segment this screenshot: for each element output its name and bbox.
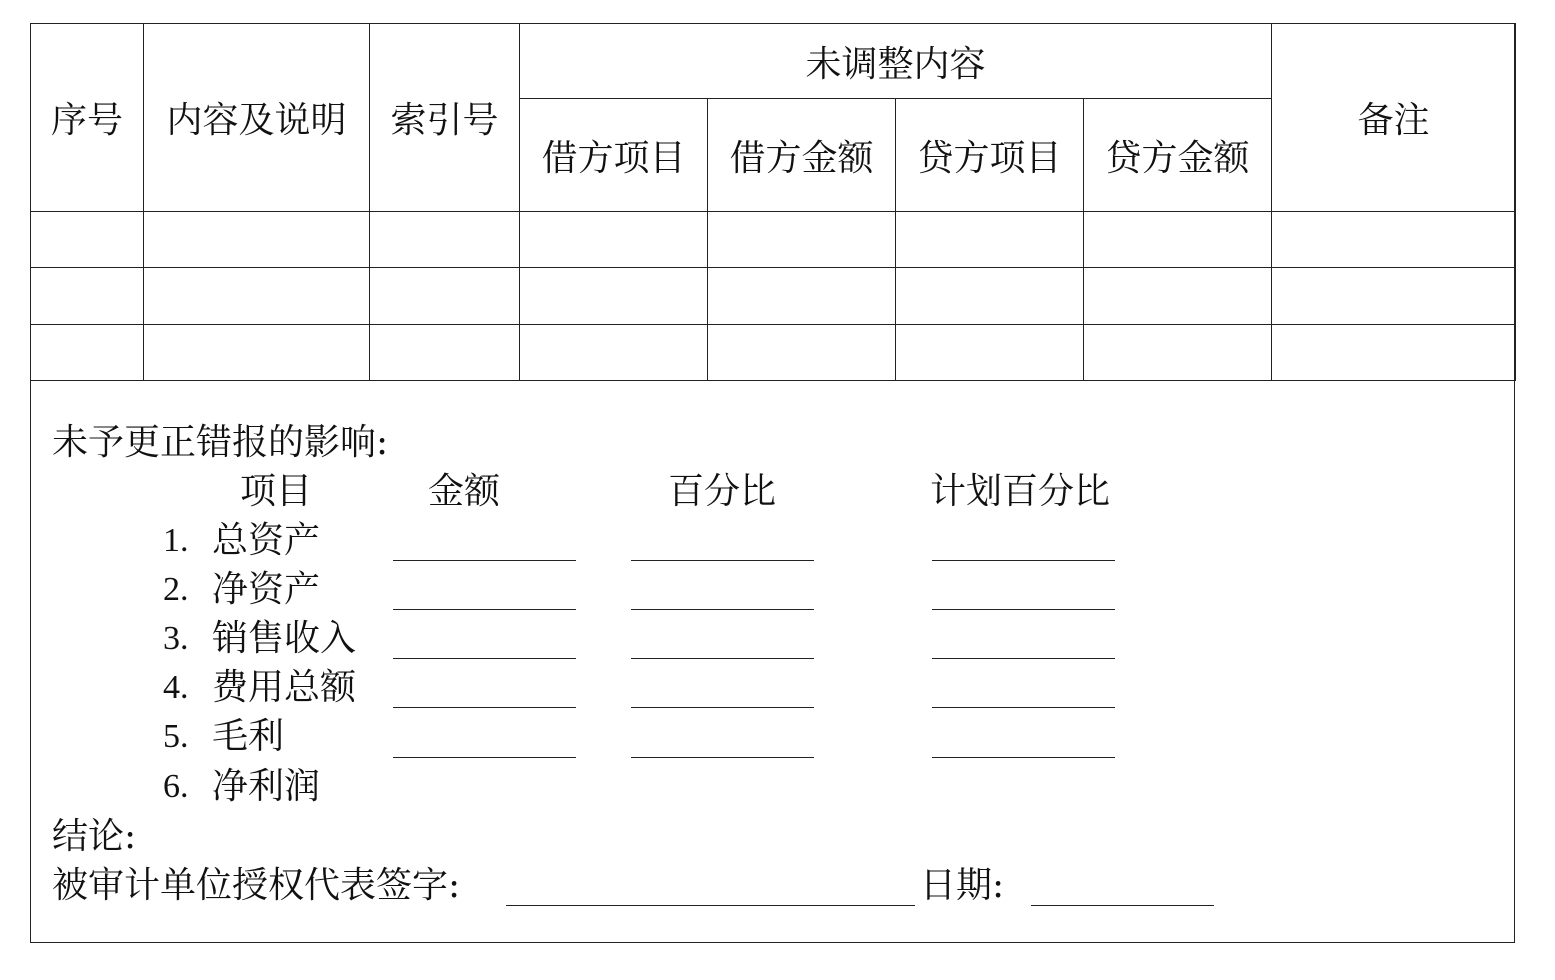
amount-blank-line[interactable]	[393, 560, 576, 561]
header-unadjusted-group: 未调整内容	[520, 24, 1272, 99]
date-blank-line[interactable]	[1031, 905, 1214, 906]
table-cell[interactable]	[896, 212, 1084, 268]
amount-blank-line[interactable]	[393, 609, 576, 610]
table-cell[interactable]	[1272, 212, 1516, 268]
percent-blank-line[interactable]	[631, 609, 814, 610]
table-cell[interactable]	[896, 325, 1084, 381]
percent-blank-line[interactable]	[631, 757, 814, 758]
table-cell[interactable]	[31, 268, 144, 325]
impact-item-number: 2.	[163, 571, 189, 608]
header-content: 内容及说明	[144, 24, 370, 212]
impact-item-number: 4.	[163, 669, 189, 706]
header-remark: 备注	[1272, 24, 1516, 212]
adjustment-table	[30, 23, 1516, 381]
table-cell[interactable]	[1272, 268, 1516, 325]
header-debit-item: 借方项目	[520, 99, 708, 212]
header-index: 索引号	[370, 24, 520, 212]
impact-item-number: 3.	[163, 620, 189, 657]
impact-col-amount: 金额	[428, 471, 501, 512]
impact-item-label: 销售收入	[212, 618, 357, 659]
table-cell[interactable]	[1084, 212, 1272, 268]
table-cell[interactable]	[370, 268, 520, 325]
table-cell[interactable]	[520, 212, 708, 268]
date-label: 日期:	[920, 865, 1005, 906]
plan-percent-blank-line[interactable]	[932, 757, 1115, 758]
table-row	[31, 268, 1516, 325]
table-cell[interactable]	[708, 268, 896, 325]
impact-item-number: 1.	[163, 522, 189, 559]
table-cell[interactable]	[144, 325, 370, 381]
plan-percent-blank-line[interactable]	[932, 560, 1115, 561]
table-cell[interactable]	[144, 212, 370, 268]
impact-title: 未予更正错报的影响:	[52, 422, 389, 463]
impact-item-label: 毛利	[212, 716, 285, 757]
table-cell[interactable]	[1272, 325, 1516, 381]
impact-section	[30, 380, 1515, 943]
header-seq: 序号	[31, 24, 144, 212]
impact-item-label: 总资产	[212, 520, 321, 561]
table-cell[interactable]	[520, 325, 708, 381]
table-row	[31, 212, 1516, 268]
impact-col-plan-percent: 计划百分比	[930, 471, 1111, 512]
table-cell[interactable]	[144, 268, 370, 325]
impact-item-label: 净利润	[212, 766, 321, 807]
percent-blank-line[interactable]	[631, 560, 814, 561]
table-cell[interactable]	[31, 325, 144, 381]
header-credit-amount: 贷方金额	[1084, 99, 1272, 212]
table-cell[interactable]	[896, 268, 1084, 325]
table-cell[interactable]	[31, 212, 144, 268]
amount-blank-line[interactable]	[393, 757, 576, 758]
conclusion-label: 结论:	[52, 816, 137, 857]
table-cell[interactable]	[1084, 325, 1272, 381]
impact-item-label: 费用总额	[212, 667, 357, 708]
impact-item-number: 6.	[163, 768, 189, 805]
amount-blank-line[interactable]	[393, 707, 576, 708]
table-cell[interactable]	[370, 212, 520, 268]
plan-percent-blank-line[interactable]	[932, 707, 1115, 708]
header-debit-amount: 借方金额	[708, 99, 896, 212]
percent-blank-line[interactable]	[631, 658, 814, 659]
plan-percent-blank-line[interactable]	[932, 658, 1115, 659]
table-cell[interactable]	[370, 325, 520, 381]
plan-percent-blank-line[interactable]	[932, 609, 1115, 610]
impact-col-percent: 百分比	[668, 471, 777, 512]
percent-blank-line[interactable]	[631, 707, 814, 708]
amount-blank-line[interactable]	[393, 658, 576, 659]
impact-item-label: 净资产	[212, 569, 321, 610]
table-cell[interactable]	[520, 268, 708, 325]
signature-blank-line[interactable]	[506, 905, 915, 906]
table-cell[interactable]	[708, 325, 896, 381]
table-cell[interactable]	[1084, 268, 1272, 325]
impact-item-number: 5.	[163, 718, 189, 755]
impact-col-item: 项目	[240, 471, 313, 512]
table-cell[interactable]	[708, 212, 896, 268]
header-credit-item: 贷方项目	[896, 99, 1084, 212]
table-row	[31, 325, 1516, 381]
signature-label: 被审计单位授权代表签字:	[52, 865, 461, 906]
